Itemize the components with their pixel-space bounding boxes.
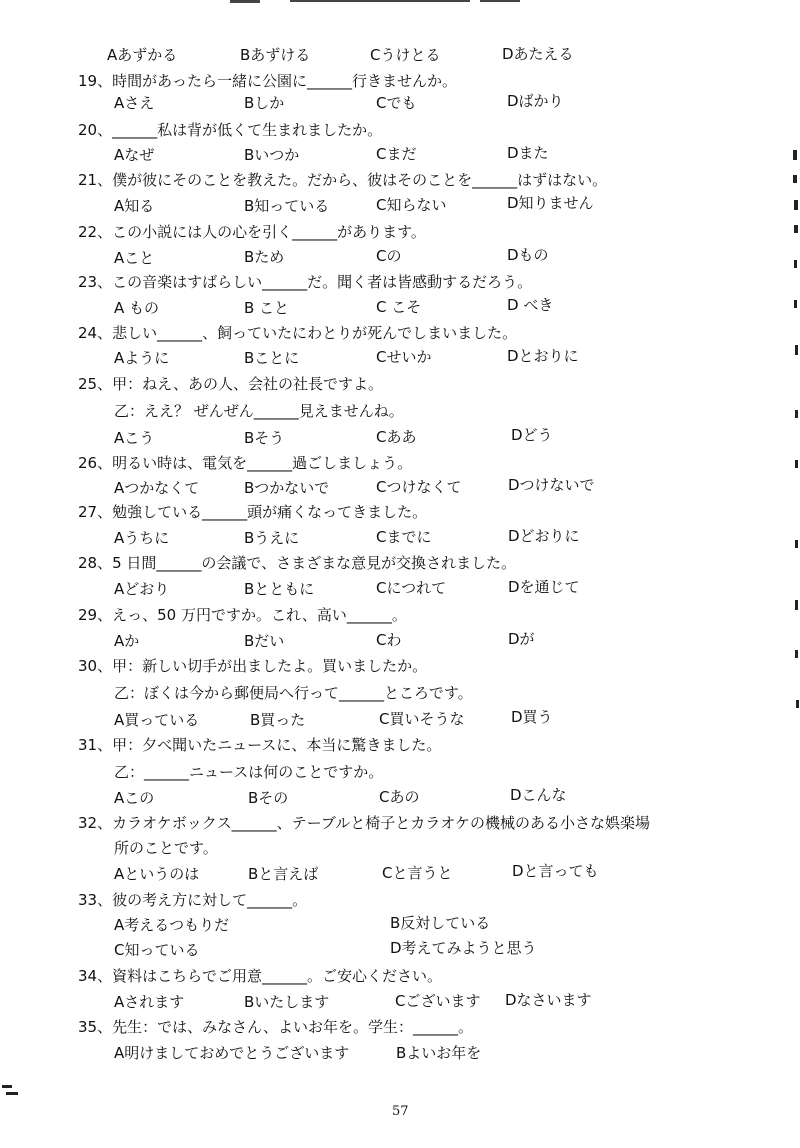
question-text: 悲しい______、飼っていたにわとりが死んでしまいました。 (112, 324, 518, 342)
scan-edge-mark (794, 225, 798, 233)
option: Bよいお年を (396, 1044, 482, 1062)
option: Aさえ (114, 94, 155, 112)
scan-edge-mark (793, 150, 797, 160)
option: Aこと (114, 249, 155, 267)
question-number: 22、 (78, 223, 113, 241)
option: Bだい (244, 632, 285, 650)
question-number: 34、 (78, 967, 113, 985)
scan-edge-mark (796, 700, 799, 708)
question-text: ______私は背が低くて生まれましたか。 (112, 121, 383, 139)
question-text: カラオケボックス______、テーブルと椅子とカラオケの機械のある小さな娯楽場 (112, 814, 650, 832)
question-number: 26、 (78, 454, 113, 472)
option: Bあずける (240, 46, 311, 64)
option: Dどう (511, 426, 553, 444)
scan-edge-mark (794, 200, 798, 210)
question-text: 僕が彼にそのことを教えた。だから、彼はそのことを______はずはない。 (112, 171, 608, 189)
option: Aつかなくて (114, 479, 200, 497)
question-text: 勉強している______頭が痛くなってきました。 (112, 503, 428, 521)
question-number: 24、 (78, 324, 113, 342)
option: Bとともに (244, 580, 315, 598)
question-33 (78, 890, 307, 910)
question-23 (78, 272, 532, 292)
page-number: 57 (392, 1104, 409, 1119)
question-number: 25、 (78, 375, 113, 393)
option: Dが (508, 630, 535, 648)
option: Cまだ (376, 145, 417, 163)
option: Dまた (507, 144, 549, 162)
option: Cまでに (376, 528, 432, 546)
option: Cあの (379, 788, 420, 806)
scan-edge-mark (794, 260, 797, 268)
question-35 (78, 1017, 473, 1037)
question-text-line2: 乙：ぼくは今から郵便局へ行って______ところです。 (114, 684, 473, 702)
option: B こと (244, 299, 290, 317)
option: C知らない (376, 196, 447, 214)
question-27 (78, 502, 427, 522)
question-20 (78, 120, 382, 140)
question-number: 21、 (78, 171, 113, 189)
option: Dもの (507, 246, 549, 264)
question-32 (78, 813, 650, 833)
question-25 (78, 374, 383, 394)
question-text: えっ、50 万円ですか。これ、高い______。 (112, 606, 407, 624)
question-number: 27、 (78, 503, 113, 521)
option: Aうちに (114, 529, 170, 547)
question-34 (78, 966, 442, 986)
option: D考えてみようと思う (390, 939, 537, 957)
scan-edge-mark (795, 540, 798, 548)
option: D知りません (507, 194, 594, 212)
question-number: 30、 (78, 657, 113, 675)
option: Dと言っても (512, 862, 599, 880)
question-text: 資料はこちらでご用意______。ご安心ください。 (112, 967, 442, 985)
option: C知っている (114, 941, 200, 959)
option: Aように (114, 349, 170, 367)
question-number: 35、 (78, 1018, 113, 1036)
option: B反対している (390, 914, 491, 932)
question-31 (78, 735, 441, 755)
option: Bうえに (244, 529, 300, 547)
option: Bため (244, 248, 285, 266)
scan-edge-mark (794, 300, 797, 308)
scan-edge-mark (793, 175, 797, 183)
option: Aどおり (114, 580, 170, 598)
option: Aされます (114, 993, 185, 1011)
question-text: 5 日間______の会議で、さまざまな意見が交換されました。 (112, 554, 517, 572)
option: Dとおりに (507, 347, 579, 365)
option: Cの (376, 247, 402, 265)
question-number: 31、 (78, 736, 113, 754)
question-text: 彼の考え方に対して______。 (112, 891, 308, 909)
question-text-line2: 乙：______ニュースは何のことですか。 (114, 763, 384, 781)
option: Aというのは (114, 865, 200, 883)
question-text: 甲：ねえ、あの人、会社の社長ですよ。 (112, 375, 383, 393)
scan-edge-mark (795, 600, 798, 610)
option: A もの (114, 299, 160, 317)
question-number: 33、 (78, 891, 113, 909)
option: Dどおりに (508, 527, 580, 545)
scan-edge-mark (6, 1092, 18, 1095)
option: Aこう (114, 429, 155, 447)
option: D買う (511, 708, 553, 726)
question-22 (78, 222, 426, 242)
option: A考えるつもりだ (114, 916, 230, 934)
question-number: 29、 (78, 606, 113, 624)
option: Cでも (376, 94, 417, 112)
scan-edge-mark (2, 1085, 12, 1088)
question-text: 明るい時は、電気を______過ごしましょう。 (112, 454, 413, 472)
option: Aこの (114, 789, 155, 807)
question-29 (78, 605, 407, 625)
scan-edge-mark (795, 345, 798, 355)
option: Aあずかる (107, 46, 178, 64)
question-number: 20、 (78, 121, 113, 139)
question-19 (78, 71, 457, 91)
option: Bしか (244, 94, 285, 112)
option: Cああ (376, 428, 417, 446)
option: Dを通じて (508, 578, 580, 596)
question-30 (78, 656, 427, 676)
scan-mark (290, 0, 470, 2)
question-number: 32、 (78, 814, 113, 832)
option: Dなさいます (505, 991, 592, 1009)
option: B買った (250, 711, 306, 729)
option: Bつかないで (244, 479, 330, 497)
option: Aか (114, 632, 140, 650)
scan-mark (480, 0, 520, 2)
question-text-line2: 乙：ええ？ ぜんぜん______見えませんね。 (114, 402, 404, 420)
option: Dばかり (507, 92, 564, 110)
option: D べき (507, 296, 554, 314)
question-24 (78, 323, 517, 343)
question-number: 23、 (78, 273, 113, 291)
option: Bいたします (244, 993, 330, 1011)
question-21 (78, 170, 607, 190)
option: Dこんな (510, 786, 567, 804)
option: Dつけないで (508, 476, 595, 494)
option: Aなぜ (114, 146, 155, 164)
question-28 (78, 553, 516, 573)
option: A買っている (114, 711, 200, 729)
option: C こそ (376, 298, 422, 316)
option: Bいつか (244, 146, 300, 164)
question-text: 甲：新しい切手が出ましたよ。買いましたか。 (112, 657, 428, 675)
option: Cうけとる (370, 46, 441, 64)
question-number: 28、 (78, 554, 113, 572)
option: Cつけなくて (376, 478, 462, 496)
option: C買いそうな (379, 710, 465, 728)
option: Cと言うと (382, 864, 453, 882)
option: A知る (114, 197, 155, 215)
question-text: この小説には人の心を引く______があります。 (112, 223, 426, 241)
question-26 (78, 453, 412, 473)
question-text: この音楽はすばらしい______だ。聞く者は皆感動するだろう。 (112, 273, 533, 291)
option: Bそう (244, 429, 285, 447)
scan-edge-mark (795, 410, 798, 418)
option: Cせいか (376, 348, 432, 366)
option: A明けましておめでとうございます (114, 1044, 350, 1062)
question-text: 時間があったら一緒に公園に______行きませんか。 (112, 72, 457, 90)
option: B知っている (244, 197, 330, 215)
option: Bと言えば (248, 865, 319, 883)
question-text-line2: 所のことです。 (114, 839, 218, 857)
option: Dあたえる (502, 45, 574, 63)
question-text: 先生：では、みなさん、よいお年を。学生：______。 (112, 1018, 473, 1036)
scan-edge-mark (795, 460, 798, 468)
option: Cございます (395, 992, 481, 1010)
question-text: 甲：夕べ聞いたニュースに、本当に驚きました。 (112, 736, 442, 754)
option: Cにつれて (376, 579, 447, 597)
option: Cわ (376, 631, 402, 649)
option: Bことに (244, 349, 300, 367)
scan-mark (230, 0, 260, 3)
scan-edge-mark (795, 650, 798, 658)
option: Bその (248, 789, 289, 807)
question-number: 19、 (78, 72, 113, 90)
